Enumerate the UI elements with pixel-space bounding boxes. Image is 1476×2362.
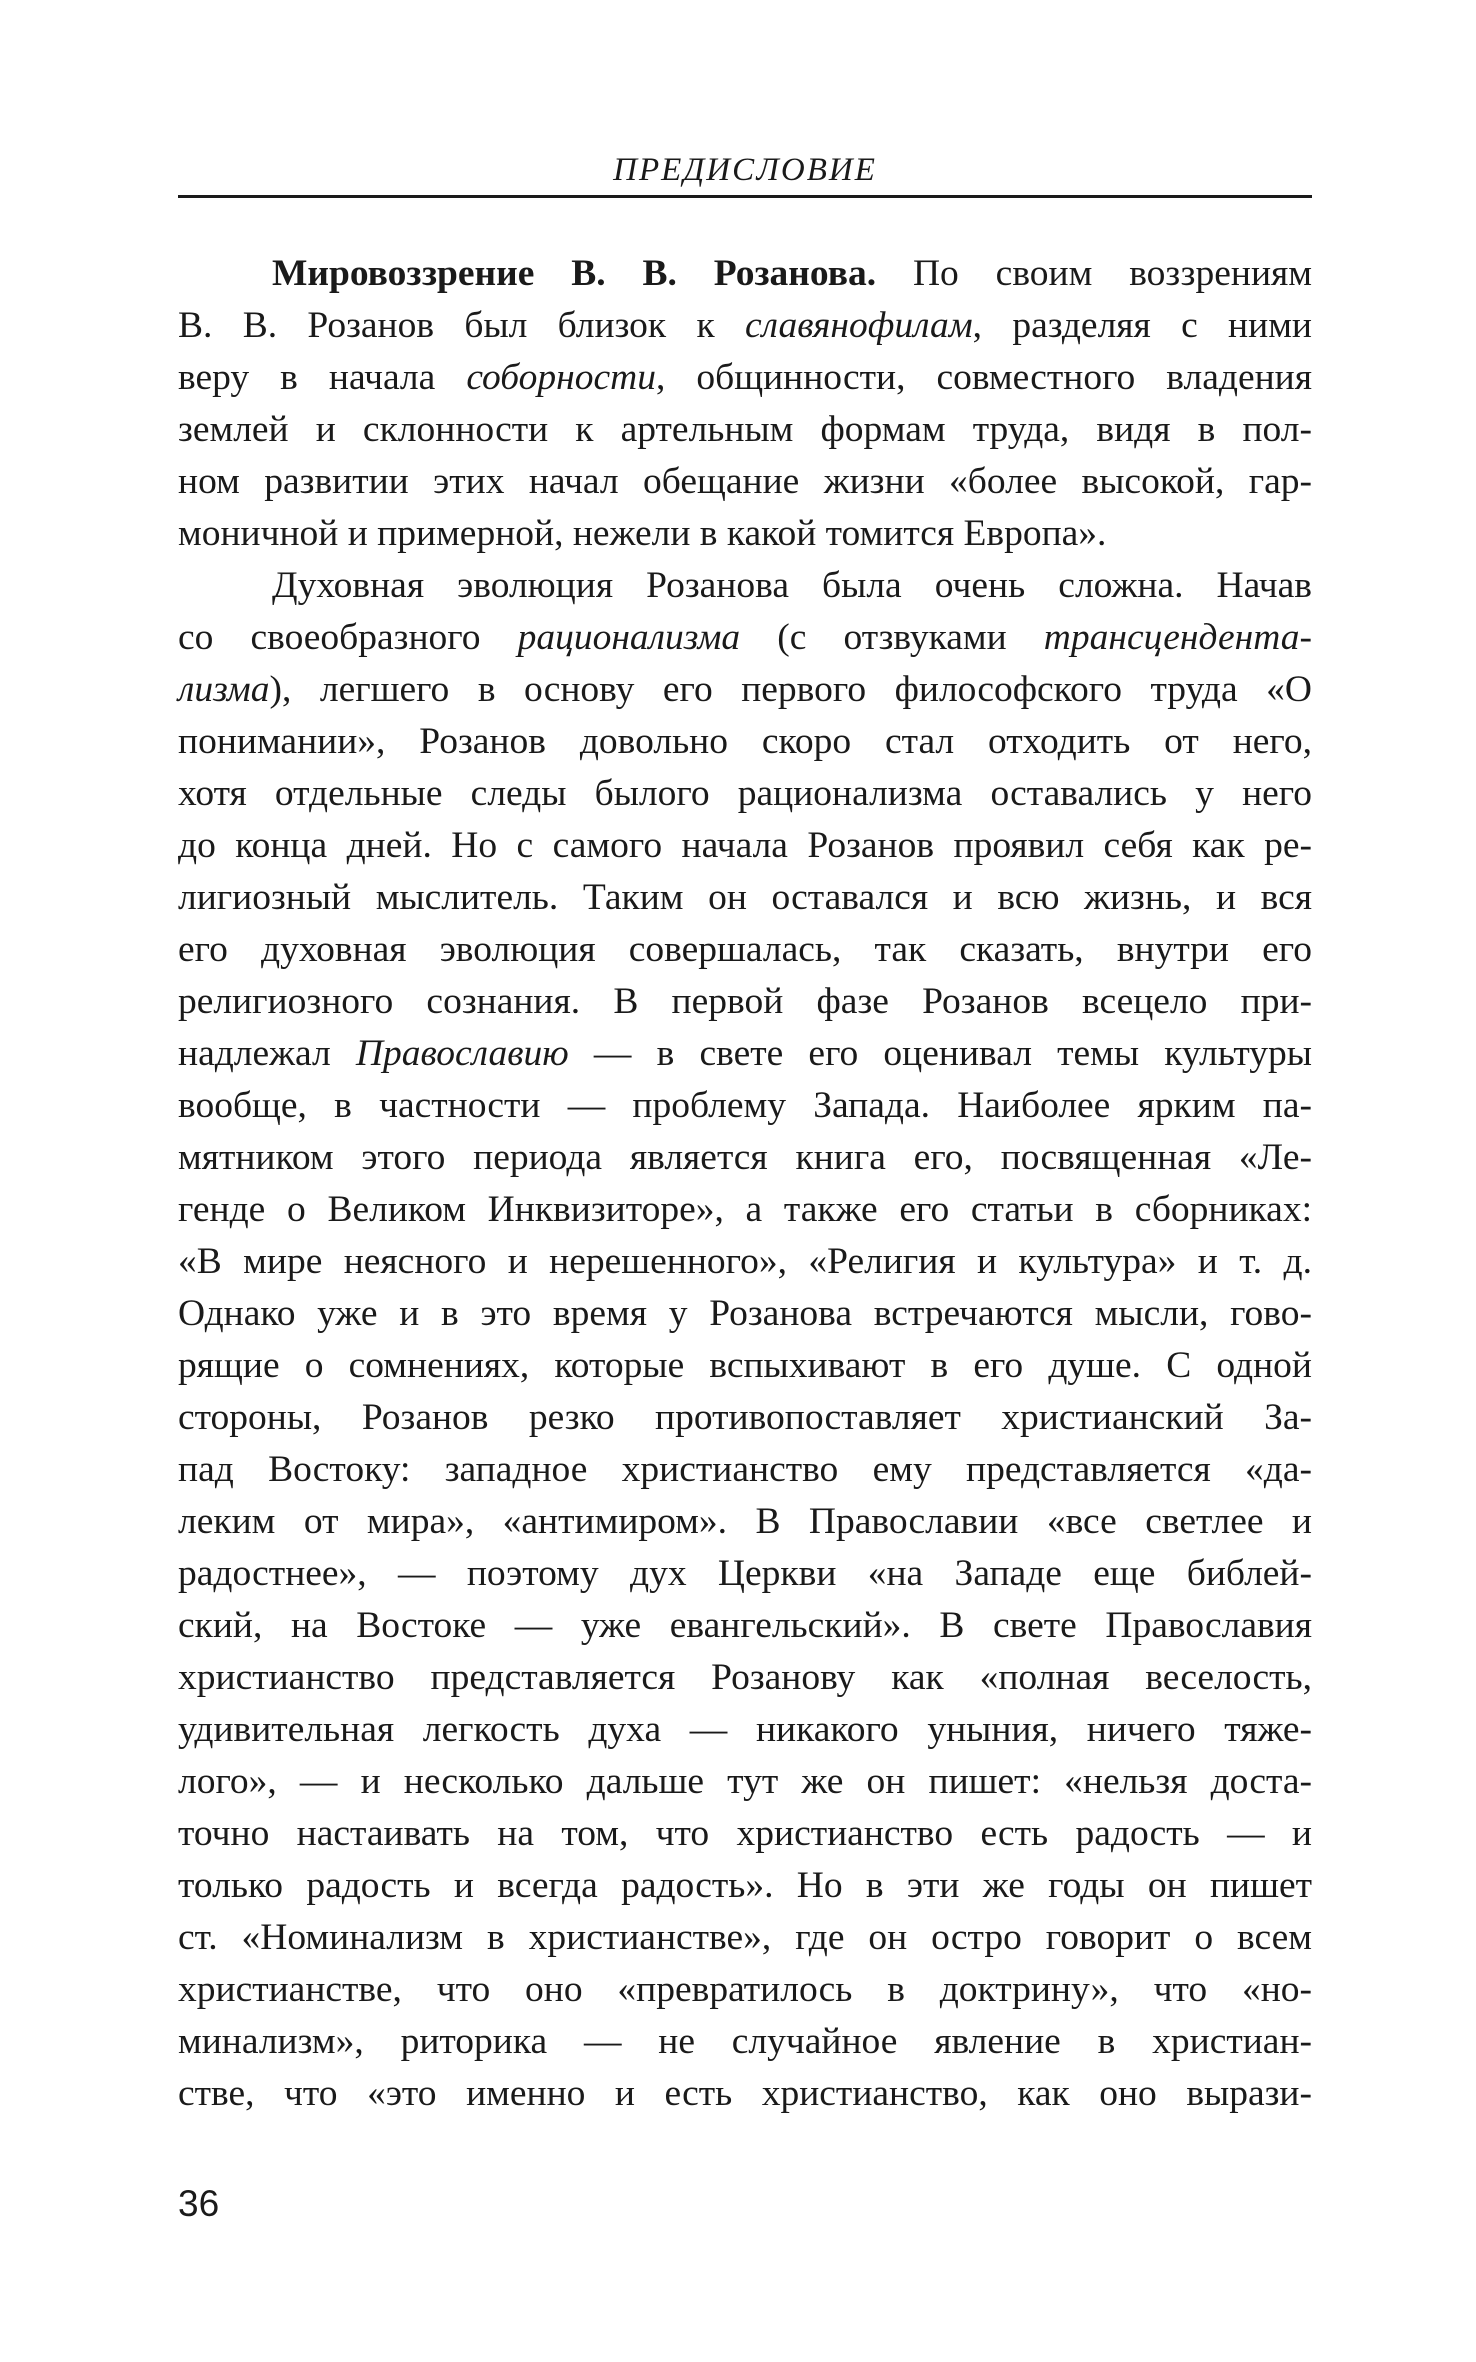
emphasis: лизма bbox=[178, 669, 270, 710]
paragraph-2-line-1: Духовная эволюция Розанова была очень сложна. Начав bbox=[272, 565, 1312, 606]
paragraph-2-line-9: религиозного сознания. В первой фазе Розанов всецело при- bbox=[178, 981, 1312, 1022]
paragraph-2-line-11: вообще, в частности — проблему Запада. Наиболее ярким па- bbox=[178, 1085, 1312, 1126]
paragraph-1-line-6: моничной и примерной, нежели в какой томится Европа». bbox=[178, 513, 1107, 554]
paragraph-1-line-2: В. В. Розанов был близок к славянофилам, разделяя с ними bbox=[178, 305, 1312, 346]
paragraph-2-line-29: минализм», риторика — не случайное явление в христиан- bbox=[178, 2021, 1312, 2062]
paragraph-1-line-1: Мировоззрение В. В. Розанова. По своим воззрениям bbox=[272, 253, 1312, 294]
running-head: ПРЕДИСЛОВИЕ bbox=[613, 152, 877, 188]
paragraph-1-line-3: веру в начала соборности, общинности, совместного владения bbox=[178, 357, 1312, 398]
paragraph-2-line-27: ст. «Номинализм в христианстве», где он остро говорит о всем bbox=[178, 1917, 1312, 1958]
section-heading: Мировоззрение В. В. Розанова. bbox=[272, 253, 877, 294]
paragraph-1-line-5: ном развитии этих начал обещание жизни «более высокой, гар- bbox=[178, 461, 1312, 502]
paragraph-2-line-8: его духовная эволюция совершалась, так сказать, внутри его bbox=[178, 929, 1312, 970]
paragraph-2-line-6: до конца дней. Но с самого начала Розанов проявил себя как ре- bbox=[178, 825, 1312, 866]
paragraph-2-line-5: хотя отдельные следы былого рационализма оставались у него bbox=[178, 773, 1312, 814]
paragraph-2-line-17: стороны, Розанов резко противопоставляет христианский За- bbox=[178, 1397, 1312, 1438]
paragraph-2-line-26: только радость и всегда радость». Но в эти же годы он пишет bbox=[178, 1865, 1312, 1906]
paragraph-1-line-4: землей и склонности к артельным формам труда, видя в пол- bbox=[178, 409, 1312, 450]
paragraph-2-line-24: лого», — и несколько дальше тут же он пишет: «нельзя доста- bbox=[178, 1761, 1312, 1802]
paragraph-2-line-19: леким от мира», «антимиром». В Православии «все светлее и bbox=[178, 1501, 1312, 1542]
emphasis: славянофилам bbox=[745, 305, 973, 346]
paragraph-2-line-7: лигиозный мыслитель. Таким он оставался и всю жизнь, и вся bbox=[178, 877, 1312, 918]
paragraph-2-line-14: «В мире неясного и нерешенного», «Религия и культура» и т. д. bbox=[178, 1241, 1312, 1282]
paragraph-2-line-21: ский, на Востоке — уже евангельский». В свете Православия bbox=[178, 1605, 1312, 1646]
emphasis: Православию bbox=[355, 1033, 569, 1074]
emphasis: рационализма bbox=[517, 617, 741, 658]
paragraph-2-line-2: со своеобразного рационализма (с отзвуками трансцендента- bbox=[178, 617, 1312, 658]
page-number: 36 bbox=[178, 2183, 220, 2224]
paragraph-2-line-10: надлежал Православию — в свете его оценивал темы культуры bbox=[178, 1033, 1312, 1074]
paragraph-2-line-15: Однако уже и в это время у Розанова встречаются мысли, гово- bbox=[178, 1293, 1312, 1334]
paragraph-2-line-13: генде о Великом Инквизиторе», а также его статьи в сборниках: bbox=[178, 1189, 1312, 1230]
body-text bbox=[178, 248, 1312, 2120]
paragraph-2-line-25: точно настаивать на том, что христианство есть радость — и bbox=[178, 1813, 1312, 1854]
paragraph-2-line-16: рящие о сомнениях, которые вспыхивают в его душе. С одной bbox=[178, 1345, 1312, 1386]
paragraph-2-line-12: мятником этого периода является книга его, посвященная «Ле- bbox=[178, 1137, 1312, 1178]
header-rule bbox=[178, 195, 1312, 198]
paragraph-2-line-4: понимании», Розанов довольно скоро стал отходить от него, bbox=[178, 721, 1312, 762]
paragraph-2-line-18: пад Востоку: западное христианство ему представляется «да- bbox=[178, 1449, 1312, 1490]
emphasis: трансцендента- bbox=[1043, 617, 1312, 658]
paragraph-2-line-23: удивительная легкость духа — никакого уныния, ничего тяже- bbox=[178, 1709, 1312, 1750]
paragraph-2-line-30: стве, что «это именно и есть христианство, как оно вырази- bbox=[178, 2073, 1312, 2114]
paragraph-2-line-28: христианстве, что оно «превратилось в доктрину», что «но- bbox=[178, 1969, 1312, 2010]
emphasis: соборности bbox=[466, 357, 656, 398]
paragraph-2-line-22: христианство представляется Розанову как «полная веселость, bbox=[178, 1657, 1312, 1698]
paragraph-2-line-20: радостнее», — поэтому дух Церкви «на Западе еще библей- bbox=[178, 1553, 1312, 1594]
paragraph-2-line-3: лизма), легшего в основу его первого философского труда «О bbox=[178, 669, 1312, 710]
